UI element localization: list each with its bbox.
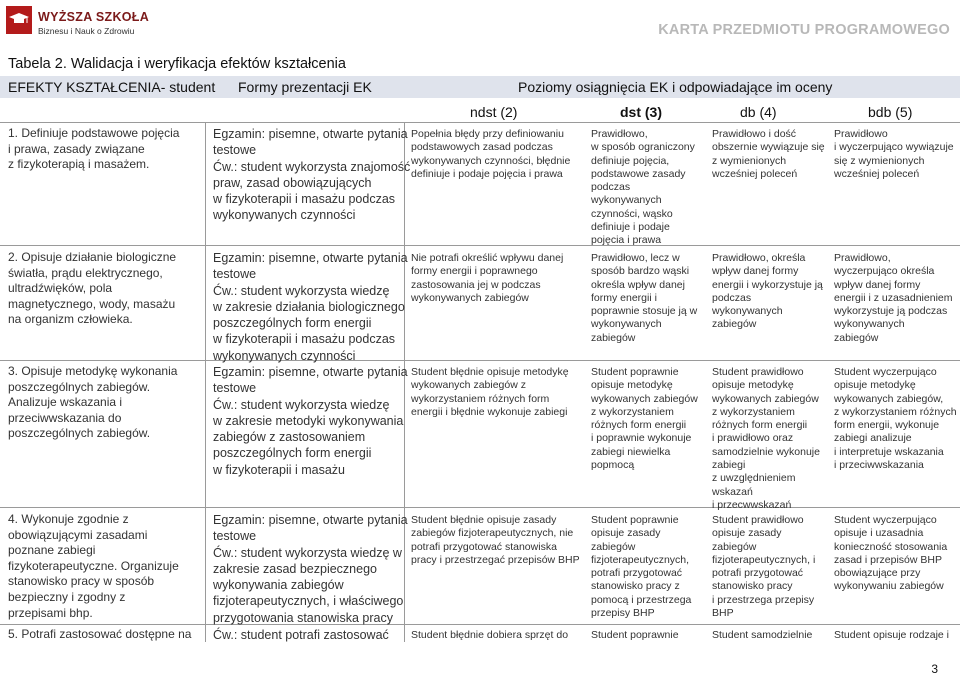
logo-subtitle: Biznesu i Nauk o Zdrowiu: [38, 26, 135, 36]
dst-cell-3: Student poprawnie opisuje metodykę wykowanych zabiegów z wykorzystaniem różnych form energii i poprawnie wykonuje zabiegi niewielka popmocą: [591, 366, 698, 472]
bdb-cell-4: Student wyczerpująco opisuje i uzasadnia konieczność stosowania zasad i przepisów BHP obowiązujące przy wykonywaniu zabiegów: [834, 514, 948, 593]
school-logo: [6, 6, 186, 40]
col-header-forms: Formy prezentacji EK: [238, 79, 372, 95]
graduation-cap-icon: [9, 12, 29, 26]
bdb-cell-5: Student opisuje rodzaje i: [834, 629, 949, 641]
level-db: db (4): [740, 104, 777, 120]
db-cell-1: Prawidłowo i dość obszernie wywiązuje się z wymienionych wcześniej poleceń: [712, 128, 825, 180]
page-number: 3: [931, 662, 938, 676]
row-divider: [0, 245, 960, 246]
dst-cell-5: Student poprawnie: [591, 629, 679, 641]
row-divider: [0, 122, 960, 123]
col-header-levels: Poziomy osiągnięcia EK i odpowiadające im oceny: [518, 79, 833, 95]
row-divider: [0, 624, 960, 625]
logo-emblem-icon: [6, 6, 32, 34]
dst-cell-2: Prawidłowo, lecz w sposób bardzo wąski określa wpływ danej formy energii i poprawnie stosuje ją w wykonywanych zabiegów: [591, 252, 698, 344]
col-header-effects: EFEKTY KSZTAŁCENIA- student: [8, 79, 216, 95]
db-cell-4: Student prawidłowo opisuje zasady zabiegów fizjoterapeutycznych, i potrafi przygotować stanowisko pracy i przestrzega przepisy BHP: [712, 514, 816, 620]
db-cell-2: Prawidłowo, określa wpływ danej formy energii i wykorzystuje ją podczas wykonywanych zabiegów: [712, 252, 823, 331]
effect-cell-1: 1. Definiuje podstawowe pojęcia i prawa, zasady związane z fizykoterapią i masażem.: [8, 126, 180, 172]
db-cell-5: Student samodzielnie: [712, 629, 813, 641]
column-divider: [205, 122, 206, 642]
effect-cell-4: 4. Wykonuje zgodnie z obowiązującymi zasadami poznane zabiegi fizykoterapeutyczne. Organizuje stanowisko pracy w sposób bezpieczny i zgodny z przepisami bhp.: [8, 512, 179, 620]
form-cell-3: Egzamin: pisemne, otwarte pytania testowe Ćw.: student wykorzysta wiedzę w zakresie metodyki wykonywania zabiegów z zastosowaniem poszczególnych form energii w fizykoterapii i masażu: [213, 365, 408, 477]
ndst-cell-5: Student błędnie dobiera sprzęt do: [411, 629, 569, 641]
dst-cell-4: Student poprawnie opisuje zasady zabiegów fizjoterapeutycznych, potrafi przygotować stanowisko pracy z pomocą i przestrzega przepisy BHP: [591, 514, 692, 620]
logo-name: WYŻSZA SZKOŁA: [38, 10, 150, 24]
form-cell-1: Egzamin: pisemne, otwarte pytania testowe Ćw.: student wykorzysta znajomość praw, zasad obowiązujących w fizykoterapii i masażu podczas wykonywanych czynności: [213, 127, 411, 223]
form-cell-2: Egzamin: pisemne, otwarte pytania testowe Ćw.: student wykorzysta wiedzę w zakresie działania biologicznego poszczególnych form energii w fizykoterapii i masażu podczas wykonywanych czynności: [213, 251, 408, 363]
form-cell-4: Egzamin: pisemne, otwarte pytania testowe Ćw.: student wykorzysta wiedzę w zakresie zasad bezpiecznego wykonywania zabiegów fizjoterapeutycznych, i właściwego przygotowania stanowiska pracy: [213, 513, 408, 625]
ndst-cell-1: Popełnia błędy przy definiowaniu podstawowych zasad podczas wykonywanych czynności, błędnie definiuje i podaje pojęcia i prawa: [411, 128, 571, 180]
level-dst: dst (3): [620, 104, 662, 120]
db-cell-3: Student prawidłowo opisuje metodykę wykowanych zabiegów z wykorzystaniem różnych form energii i prawidłowo oraz samodzielnie wykonuje zabiegi z uwzględnieniem wskazań i przecwwskazań: [712, 366, 820, 511]
page-header: [0, 0, 960, 42]
level-ndst: ndst (2): [470, 104, 518, 120]
effect-cell-5: 5. Potrafi zastosować dostępne na: [8, 627, 192, 641]
bdb-cell-3: Student wyczerpująco opisuje metodykę wykowanych zabiegów, z wykorzystaniem różnych form energii, wykonuje zabiegi analizuje i interpretuje wskazania i przeciwwskazania: [834, 366, 957, 472]
section-title: Tabela 2. Walidacja i weryfikacja efektów kształcenia: [8, 56, 346, 72]
form-cell-5: Ćw.: student potrafi zastosować: [213, 628, 389, 642]
effect-cell-3: 3. Opisuje metodykę wykonania poszczególnych zabiegów. Analizuje wskazania i przeciwwskazania do poszczególnych zabiegów.: [8, 364, 178, 441]
bdb-cell-1: Prawidłowo i wyczerpująco wywiązuje się z wymienionych wcześniej poleceń: [834, 128, 954, 180]
effect-cell-2: 2. Opisuje działanie biologiczne światła, prądu elektrycznego, ultradźwięków, pola magnetycznego, wody, masażu na organizm człowieka.: [8, 250, 177, 327]
ndst-cell-3: Student błędnie opisuje metodykę wykowanych zabiegów z wykorzystaniem różnych form energii i błędnie wykonuje zabiegi: [411, 366, 569, 418]
row-divider: [0, 360, 960, 361]
dst-cell-1: Prawidłowo, w sposób ograniczony definiuje pojęcia, podstawowe zasady podczas wykonywanych czynności, wąsko definiuje i podaje pojęcia i prawa: [591, 128, 695, 247]
document-type: KARTA PRZEDMIOTU PROGRAMOWEGO: [658, 22, 950, 38]
bdb-cell-2: Prawidłowo, wyczerpująco określa wpływ danej formy energii i z uzasadnieniem wykorzystuje ją podczas wykonywanych zabiegów: [834, 252, 953, 344]
table-header-band: [0, 76, 960, 98]
ndst-cell-2: Nie potrafi określić wpływu danej formy energii i poprawnego zastosowania jej w podczas wykonywanych zabiegów: [411, 252, 564, 304]
ndst-cell-4: Student błędnie opisuje zasady zabiegów fizjoterapeutycznych, nie potrafi przygotować stanowiska pracy i przestrzegać przepisów BHP: [411, 514, 580, 566]
level-bdb: bdb (5): [868, 104, 913, 120]
